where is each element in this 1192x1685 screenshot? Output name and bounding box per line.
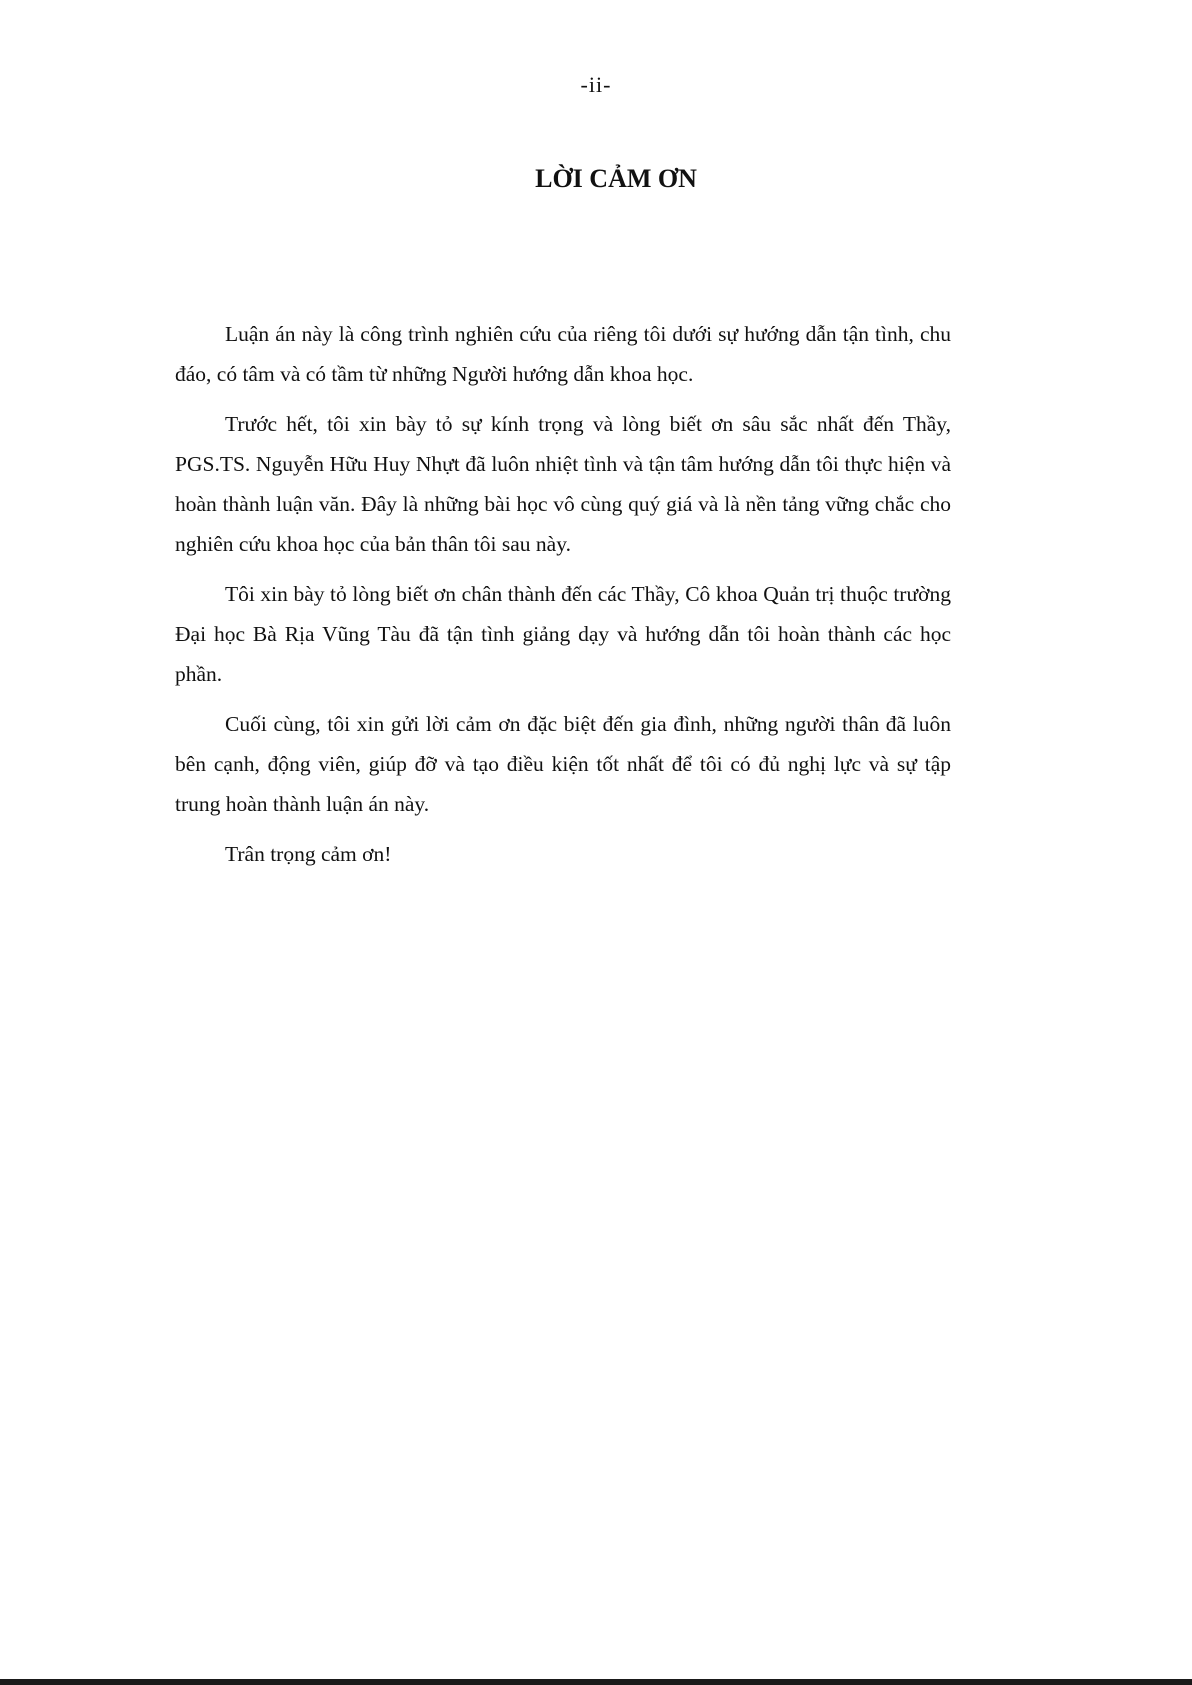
paragraph-intro: Luận án này là công trình nghiên cứu của riêng tôi dưới sự hướng dẫn tận tình, chu đáo, có tâm và có tầm từ những Người hướng dẫn khoa học.: [175, 322, 951, 386]
paragraph-family-thanks: Cuối cùng, tôi xin gửi lời cảm ơn đặc biệt đến gia đình, những người thân đã luôn bên cạnh, động viên, giúp đỡ và tạo điều kiện tốt nhất để tôi có đủ nghị lực và sự tập trung hoàn thành luận án này.: [175, 712, 951, 816]
page-number: -ii-: [580, 72, 612, 97]
paragraph-closing: Trân trọng cảm ơn!: [225, 842, 392, 866]
paragraph-faculty-thanks: Tôi xin bày tỏ lòng biết ơn chân thành đến các Thầy, Cô khoa Quản trị thuộc trường Đại học Bà Rịa Vũng Tàu đã tận tình giảng dạy và hướng dẫn tôi hoàn thành các học phần.: [175, 582, 951, 686]
paragraph-advisor-thanks: Trước hết, tôi xin bày tỏ sự kính trọng và lòng biết ơn sâu sắc nhất đến Thầy, PGS.TS. Nguyễn Hữu Huy Nhựt đã luôn nhiệt tình và tận tâm hướng dẫn tôi thực hiện và hoàn thành luận văn. Đây là những bài học vô cùng quý giá và là nền tảng vững chắc cho nghiên cứu khoa học của bản thân tôi sau này.: [175, 412, 951, 556]
acknowledgement-body: [175, 314, 951, 884]
bottom-edge-bar: [0, 1679, 1192, 1685]
page-title: LỜI CẢM ƠN: [535, 164, 697, 193]
